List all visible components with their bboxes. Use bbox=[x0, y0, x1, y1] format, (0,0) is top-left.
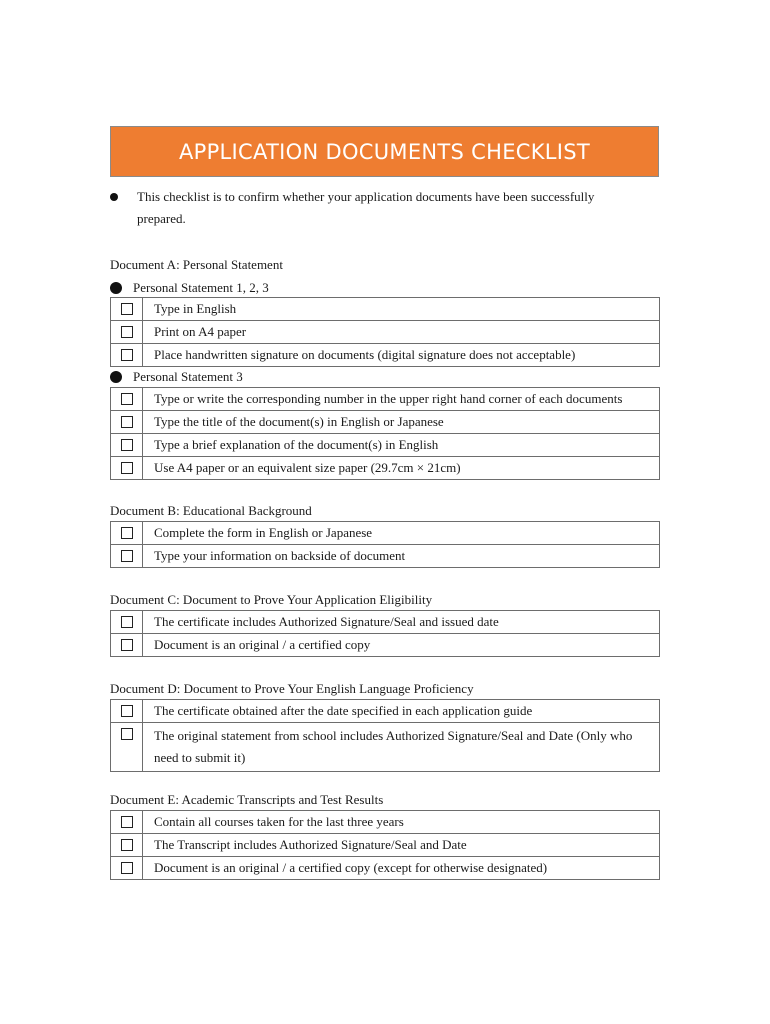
bullet-icon bbox=[110, 193, 118, 201]
section-c-table bbox=[110, 610, 660, 657]
checklist-row bbox=[111, 411, 660, 434]
checklist-row bbox=[111, 834, 660, 857]
checklist-row bbox=[111, 321, 660, 344]
section-e-heading: Document E: Academic Transcripts and Test Results bbox=[110, 792, 384, 807]
checklist-row bbox=[111, 457, 660, 480]
checklist-item: Document is an original / a certified copy (except for otherwise designated) bbox=[143, 857, 660, 880]
checklist-row bbox=[111, 611, 660, 634]
section-a-sub2-heading bbox=[110, 369, 243, 385]
checkbox[interactable] bbox=[121, 639, 133, 651]
checkbox[interactable] bbox=[121, 349, 133, 361]
section-d-heading: Document D: Document to Prove Your English Language Proficiency bbox=[110, 681, 474, 696]
section-a-sub2-table bbox=[110, 387, 660, 480]
checkbox[interactable] bbox=[121, 462, 133, 474]
checkbox[interactable] bbox=[121, 862, 133, 874]
checklist-row bbox=[111, 723, 660, 772]
checkbox[interactable] bbox=[121, 616, 133, 628]
checkbox[interactable] bbox=[121, 416, 133, 428]
checklist-item: Type or write the corresponding number in the upper right hand corner of each documents bbox=[143, 388, 660, 411]
checklist-row bbox=[111, 634, 660, 657]
checklist-item: Complete the form in English or Japanese bbox=[143, 522, 660, 545]
checkbox[interactable] bbox=[121, 728, 133, 740]
checklist-item: Type a brief explanation of the document(s) in English bbox=[143, 434, 660, 457]
checklist-row bbox=[111, 522, 660, 545]
section-b-heading: Document B: Educational Background bbox=[110, 503, 312, 518]
checklist-item: The Transcript includes Authorized Signature/Seal and Date bbox=[143, 834, 660, 857]
checklist-item: Print on A4 paper bbox=[143, 321, 660, 344]
checklist-row bbox=[111, 545, 660, 568]
sub-heading-label: Personal Statement 3 bbox=[133, 369, 243, 384]
sub-heading-label: Personal Statement 1, 2, 3 bbox=[133, 280, 269, 295]
bullet-icon bbox=[110, 282, 122, 294]
checklist-row bbox=[111, 298, 660, 321]
checklist-row bbox=[111, 434, 660, 457]
section-d-table bbox=[110, 699, 660, 772]
page-title: APPLICATION DOCUMENTS CHECKLIST bbox=[178, 139, 591, 164]
checklist-item: The certificate includes Authorized Signature/Seal and issued date bbox=[143, 611, 660, 634]
section-b-table bbox=[110, 521, 660, 568]
checklist-item: Type the title of the document(s) in English or Japanese bbox=[143, 411, 660, 434]
checkbox[interactable] bbox=[121, 527, 133, 539]
checklist-row bbox=[111, 857, 660, 880]
title-banner bbox=[110, 126, 659, 177]
checklist-item: Document is an original / a certified copy bbox=[143, 634, 660, 657]
checklist-row bbox=[111, 700, 660, 723]
checkbox[interactable] bbox=[121, 839, 133, 851]
checkbox[interactable] bbox=[121, 326, 133, 338]
section-a-sub1-heading bbox=[110, 280, 269, 296]
checklist-row bbox=[111, 344, 660, 367]
checklist-item: Type in English bbox=[143, 298, 660, 321]
checkbox[interactable] bbox=[121, 550, 133, 562]
checklist-item: Use A4 paper or an equivalent size paper (29.7cm × 21cm) bbox=[143, 457, 660, 480]
bullet-icon bbox=[110, 371, 122, 383]
checkbox[interactable] bbox=[121, 393, 133, 405]
checklist-item: Type your information on backside of document bbox=[143, 545, 660, 568]
section-c-heading: Document C: Document to Prove Your Application Eligibility bbox=[110, 592, 433, 607]
checklist-row bbox=[111, 388, 660, 411]
checkbox[interactable] bbox=[121, 303, 133, 315]
checklist-item: Contain all courses taken for the last three years bbox=[143, 811, 660, 834]
section-a-sub1-table bbox=[110, 297, 660, 367]
checklist-item: The original statement from school includes Authorized Signature/Seal and Date (Only who need to submit it) bbox=[143, 723, 660, 772]
checklist-item: The certificate obtained after the date specified in each application guide bbox=[143, 700, 660, 723]
checkbox[interactable] bbox=[121, 705, 133, 717]
checkbox[interactable] bbox=[121, 439, 133, 451]
section-e-table bbox=[110, 810, 660, 880]
intro-text: This checklist is to confirm whether your application documents have been successfully prepared. bbox=[137, 189, 595, 226]
checklist-row bbox=[111, 811, 660, 834]
checklist-item: Place handwritten signature on documents (digital signature does not acceptable) bbox=[143, 344, 660, 367]
section-a-heading: Document A: Personal Statement bbox=[110, 257, 283, 272]
checkbox[interactable] bbox=[121, 816, 133, 828]
